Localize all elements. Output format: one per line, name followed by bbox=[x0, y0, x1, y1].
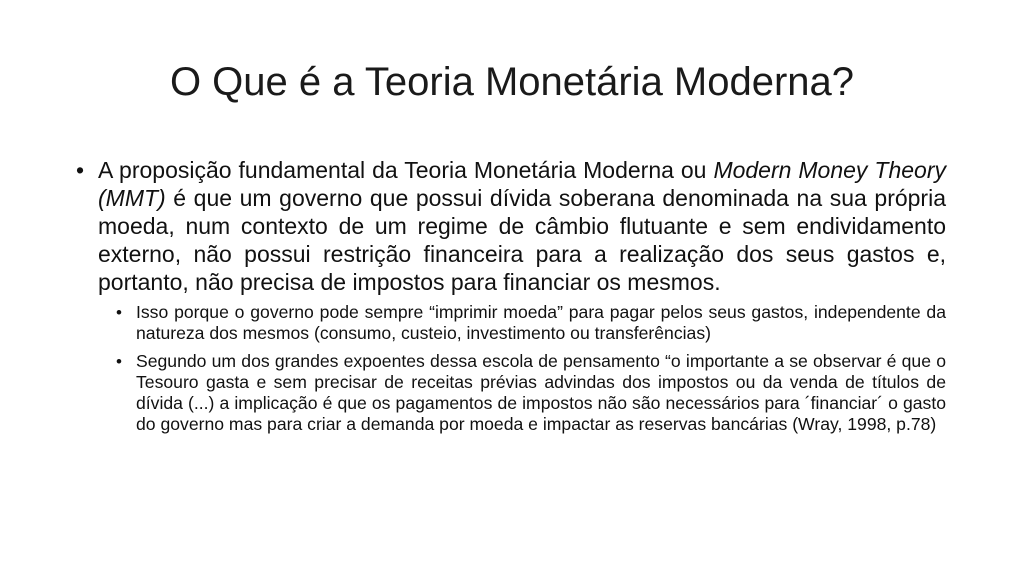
sub-bullet-dot-icon: • bbox=[116, 303, 122, 322]
sub-bullet-text: Isso porque o governo pode sempre “imprimir moeda” para pagar pelos seus gastos, independente da natureza dos mesmos (consumo, custeio, investimento ou transferências) bbox=[136, 302, 946, 343]
sub-bullet bbox=[76, 351, 946, 435]
main-bullet-text-part2: é que um governo que possui dívida soberana denominada na sua própria moeda, num contexto de um regime de câmbio flutuante e sem endividamento externo, não possui restrição financeira para a realização dos seus gastos e, portanto, não precisa de impostos para financiar os mesmos. bbox=[98, 185, 946, 295]
sub-bullet bbox=[76, 302, 946, 344]
slide-title: O Que é a Teoria Monetária Moderna? bbox=[169, 60, 855, 104]
sub-bullet-list bbox=[76, 302, 946, 435]
main-bullet-italic-term: Modern Money Theory (MMT) bbox=[98, 157, 946, 211]
main-bullet bbox=[76, 156, 946, 296]
sub-bullet-dot-icon: • bbox=[116, 352, 122, 371]
slide-body bbox=[76, 156, 946, 442]
bullet-dot-icon: • bbox=[76, 157, 85, 183]
main-bullet-text-part1: A proposição fundamental da Teoria Monetária Moderna ou bbox=[98, 157, 714, 183]
sub-bullet-text: Segundo um dos grandes expoentes dessa escola de pensamento “o importante a se observar é que o Tesouro gasta e sem precisar de receitas prévias advindas dos impostos ou da venda de títulos de dívida (...) a implicação é que os pagamentos de impostos não são necessários para ´financiar´ o gasto do governo mas para criar a demanda por moeda e impactar as reservas bancárias (Wray, 1998, p.78) bbox=[136, 351, 946, 434]
